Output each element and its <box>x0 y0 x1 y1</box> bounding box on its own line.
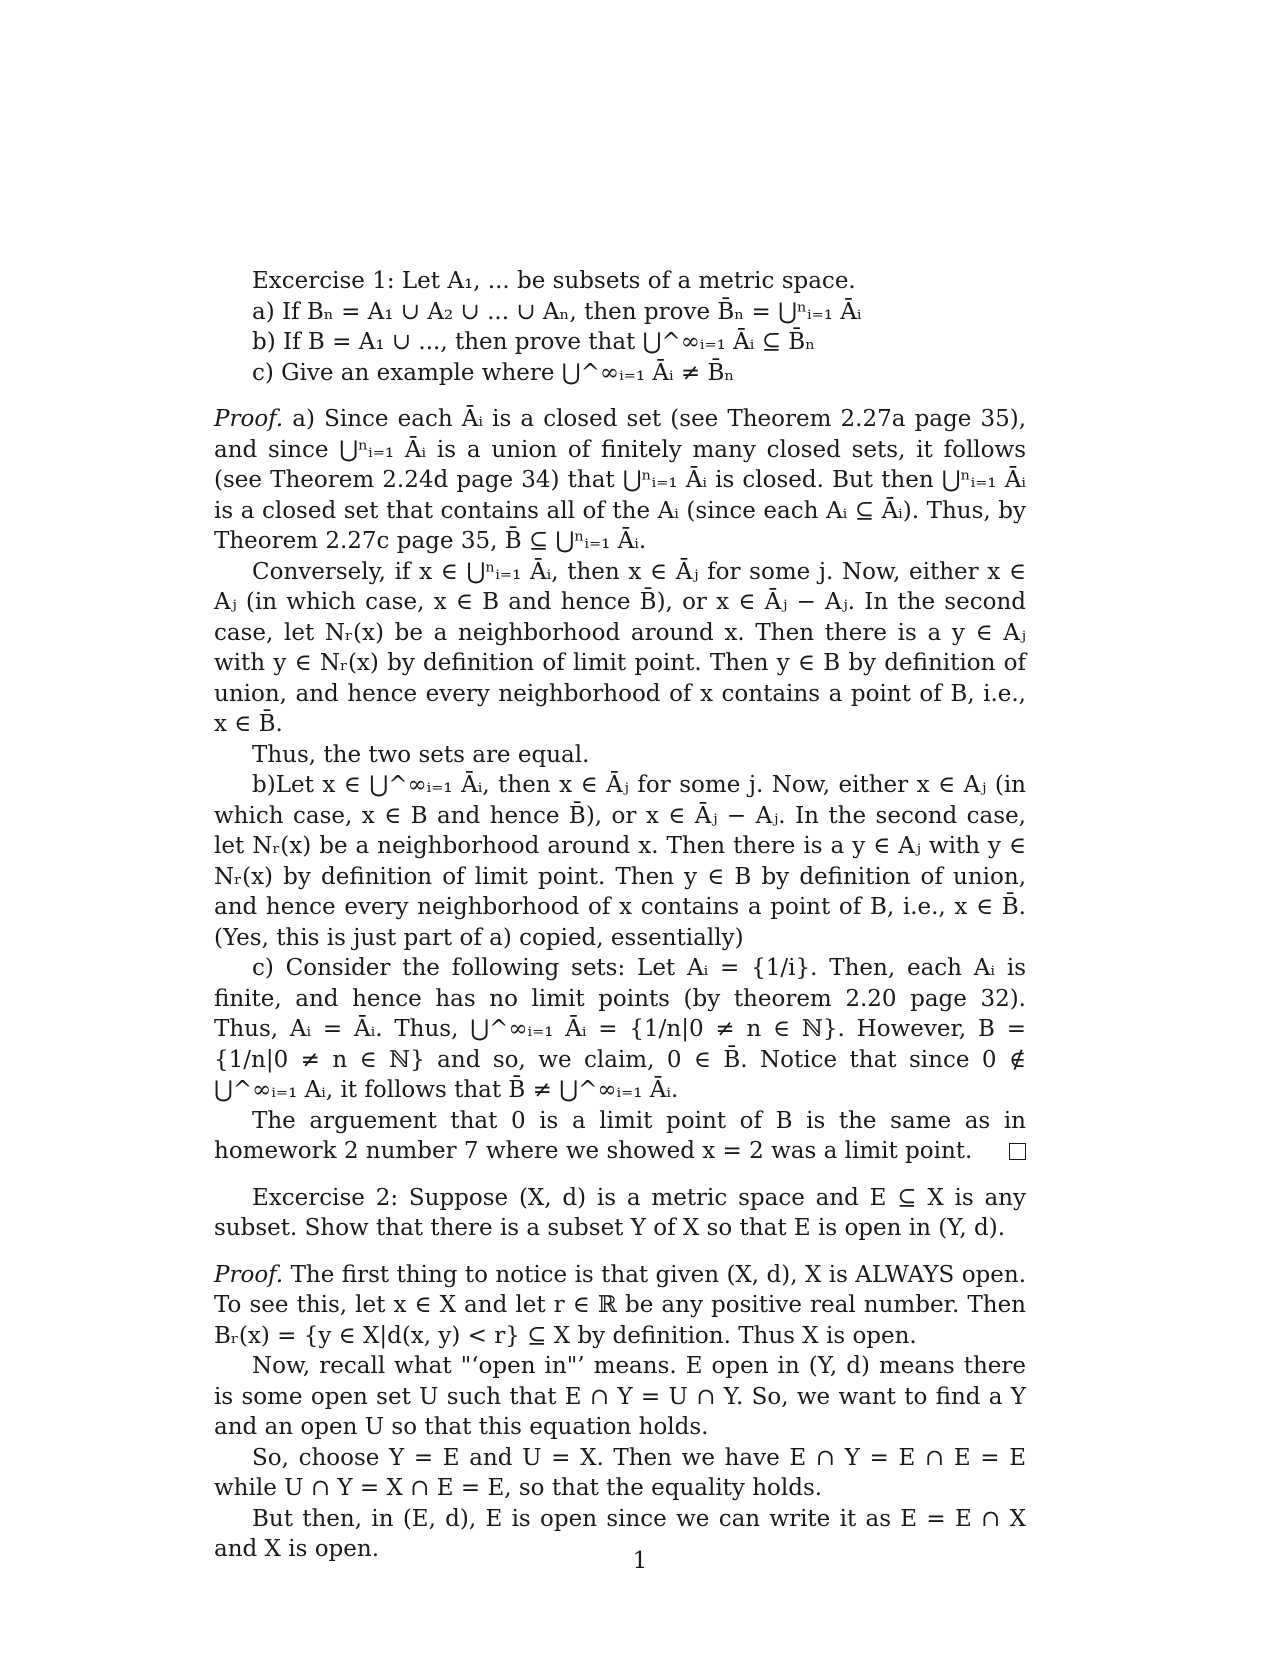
proof-label: Proof. <box>214 1261 284 1288</box>
proof-2-paragraph-1-text: The first thing to notice is that given (X, d), X is ALWAYS open. To see this, let x ∈ X and let r ∈ ℝ be any positive real number. Then Bᵣ(x) = {y ∈ X|d(x, y) < r} ⊆ X by definition. Thus X is open. <box>214 1261 1027 1349</box>
exercise-1-statement <box>214 266 1026 388</box>
proof-2-paragraph-1 <box>214 1260 1026 1352</box>
qed-square-icon <box>1009 1143 1026 1160</box>
page-number: 1 <box>632 1548 648 1574</box>
exercise-1-part-a: a) If Bₙ = A₁ ∪ A₂ ∪ ... ∪ Aₙ, then prove B̄ₙ = ⋃ⁿᵢ₌₁ Āᵢ <box>252 298 862 325</box>
exercise-1-proof <box>214 404 1026 1167</box>
proof-2-paragraph-3: So, choose Y = E and U = X. Then we have E ∩ Y = E ∩ E = E while U ∩ Y = X ∩ E = E, so that the equality holds. <box>214 1444 1026 1501</box>
proof-1-paragraph-equal: Thus, the two sets are equal. <box>252 741 590 768</box>
exercise-2-statement: Excercise 2: Suppose (X, d) is a metric space and E ⊆ X is any subset. Show that there is a subset Y of X so that E is open in (Y, d). <box>214 1184 1026 1241</box>
proof-2-paragraph-4: But then, in (E, d), E is open since we can write it as E = E ∩ X and X is open. <box>214 1505 1026 1562</box>
proof-1-paragraph-converse: Conversely, if x ∈ ⋃ⁿᵢ₌₁ Āᵢ, then x ∈ Āⱼ for some j. Now, either x ∈ Aⱼ (in which case, x ∈ B and hence B̄), or x ∈ Āⱼ − Aⱼ. In the second case, let Nᵣ(x) be a neighborhood around x. Then there is a y ∈ Aⱼ with y ∈ Nᵣ(x) by definition of limit point. Then y ∈ B by definition of union, and hence every neighborhood of x contains a point of B, i.e., x ∈ B̄. <box>214 558 1026 737</box>
exercise-1-part-b: b) If B = A₁ ∪ ..., then prove that ⋃^∞ᵢ₌₁ Āᵢ ⊆ B̄ₙ <box>252 329 816 355</box>
exercise-2-proof <box>214 1260 1026 1565</box>
document-page <box>214 266 1026 1565</box>
proof-1-paragraph-argument <box>214 1106 1026 1167</box>
proof-1-paragraph-argument-text: The arguement that 0 is a limit point of B is the same as in homework 2 number 7 where we showed x = 2 was a limit point. <box>214 1107 1026 1164</box>
proof-2-paragraph-2: Now, recall what "‘open in"’ means. E open in (Y, d) means there is some open set U such that E ∩ Y = U ∩ Y. So, we want to find a Y and an open U so that this equation holds. <box>214 1353 1026 1440</box>
exercise-1-intro: Excercise 1: Let A₁, ... be subsets of a metric space. <box>252 268 856 294</box>
proof-1-paragraph-a-text: a) Since each Āᵢ is a closed set (see Theorem 2.27a page 35), and since ⋃ⁿᵢ₌₁ Āᵢ is a union of finitely many closed sets, it follows (see Theorem 2.24d page 34) that ⋃ⁿᵢ₌₁ Āᵢ is closed. But then ⋃ⁿᵢ₌₁ Āᵢ is a closed set that contains all of the Aᵢ (since each Aᵢ ⊆ Āᵢ). Thus, by Theorem 2.27c page 35, B̄ ⊆ ⋃ⁿᵢ₌₁ Āᵢ. <box>214 406 1027 554</box>
proof-label: Proof. <box>214 406 284 432</box>
proof-1-paragraph-a <box>214 404 1026 557</box>
proof-1-paragraph-c: c) Consider the following sets: Let Aᵢ = {1/i}. Then, each Aᵢ is finite, and hence has no limit points (by theorem 2.20 page 32). Thus, Aᵢ = Āᵢ. Thus, ⋃^∞ᵢ₌₁ Āᵢ = {1/n|0 ≠ n ∈ ℕ}. However, B = {1/n|0 ≠ n ∈ ℕ} and so, we claim, 0 ∈ B̄. Notice that since 0 ∉ ⋃^∞ᵢ₌₁ Aᵢ, it follows that B̄ ≠ ⋃^∞ᵢ₌₁ Āᵢ. <box>214 955 1026 1103</box>
exercise-1-part-c: c) Give an example where ⋃^∞ᵢ₌₁ Āᵢ ≠ B̄ₙ <box>252 359 735 386</box>
proof-1-paragraph-b: b)Let x ∈ ⋃^∞ᵢ₌₁ Āᵢ, then x ∈ Āⱼ for some j. Now, either x ∈ Aⱼ (in which case, x ∈ B and hence B̄), or x ∈ Āⱼ − Aⱼ. In the second case, let Nᵣ(x) be a neighborhood around x. Then there is a y ∈ Aⱼ with y ∈ Nᵣ(x) by definition of limit point. Then y ∈ B by definition of union, and hence every neighborhood of x contains a point of B, i.e., x ∈ B̄. (Yes, this is just part of a) copied, essentially) <box>214 772 1026 951</box>
